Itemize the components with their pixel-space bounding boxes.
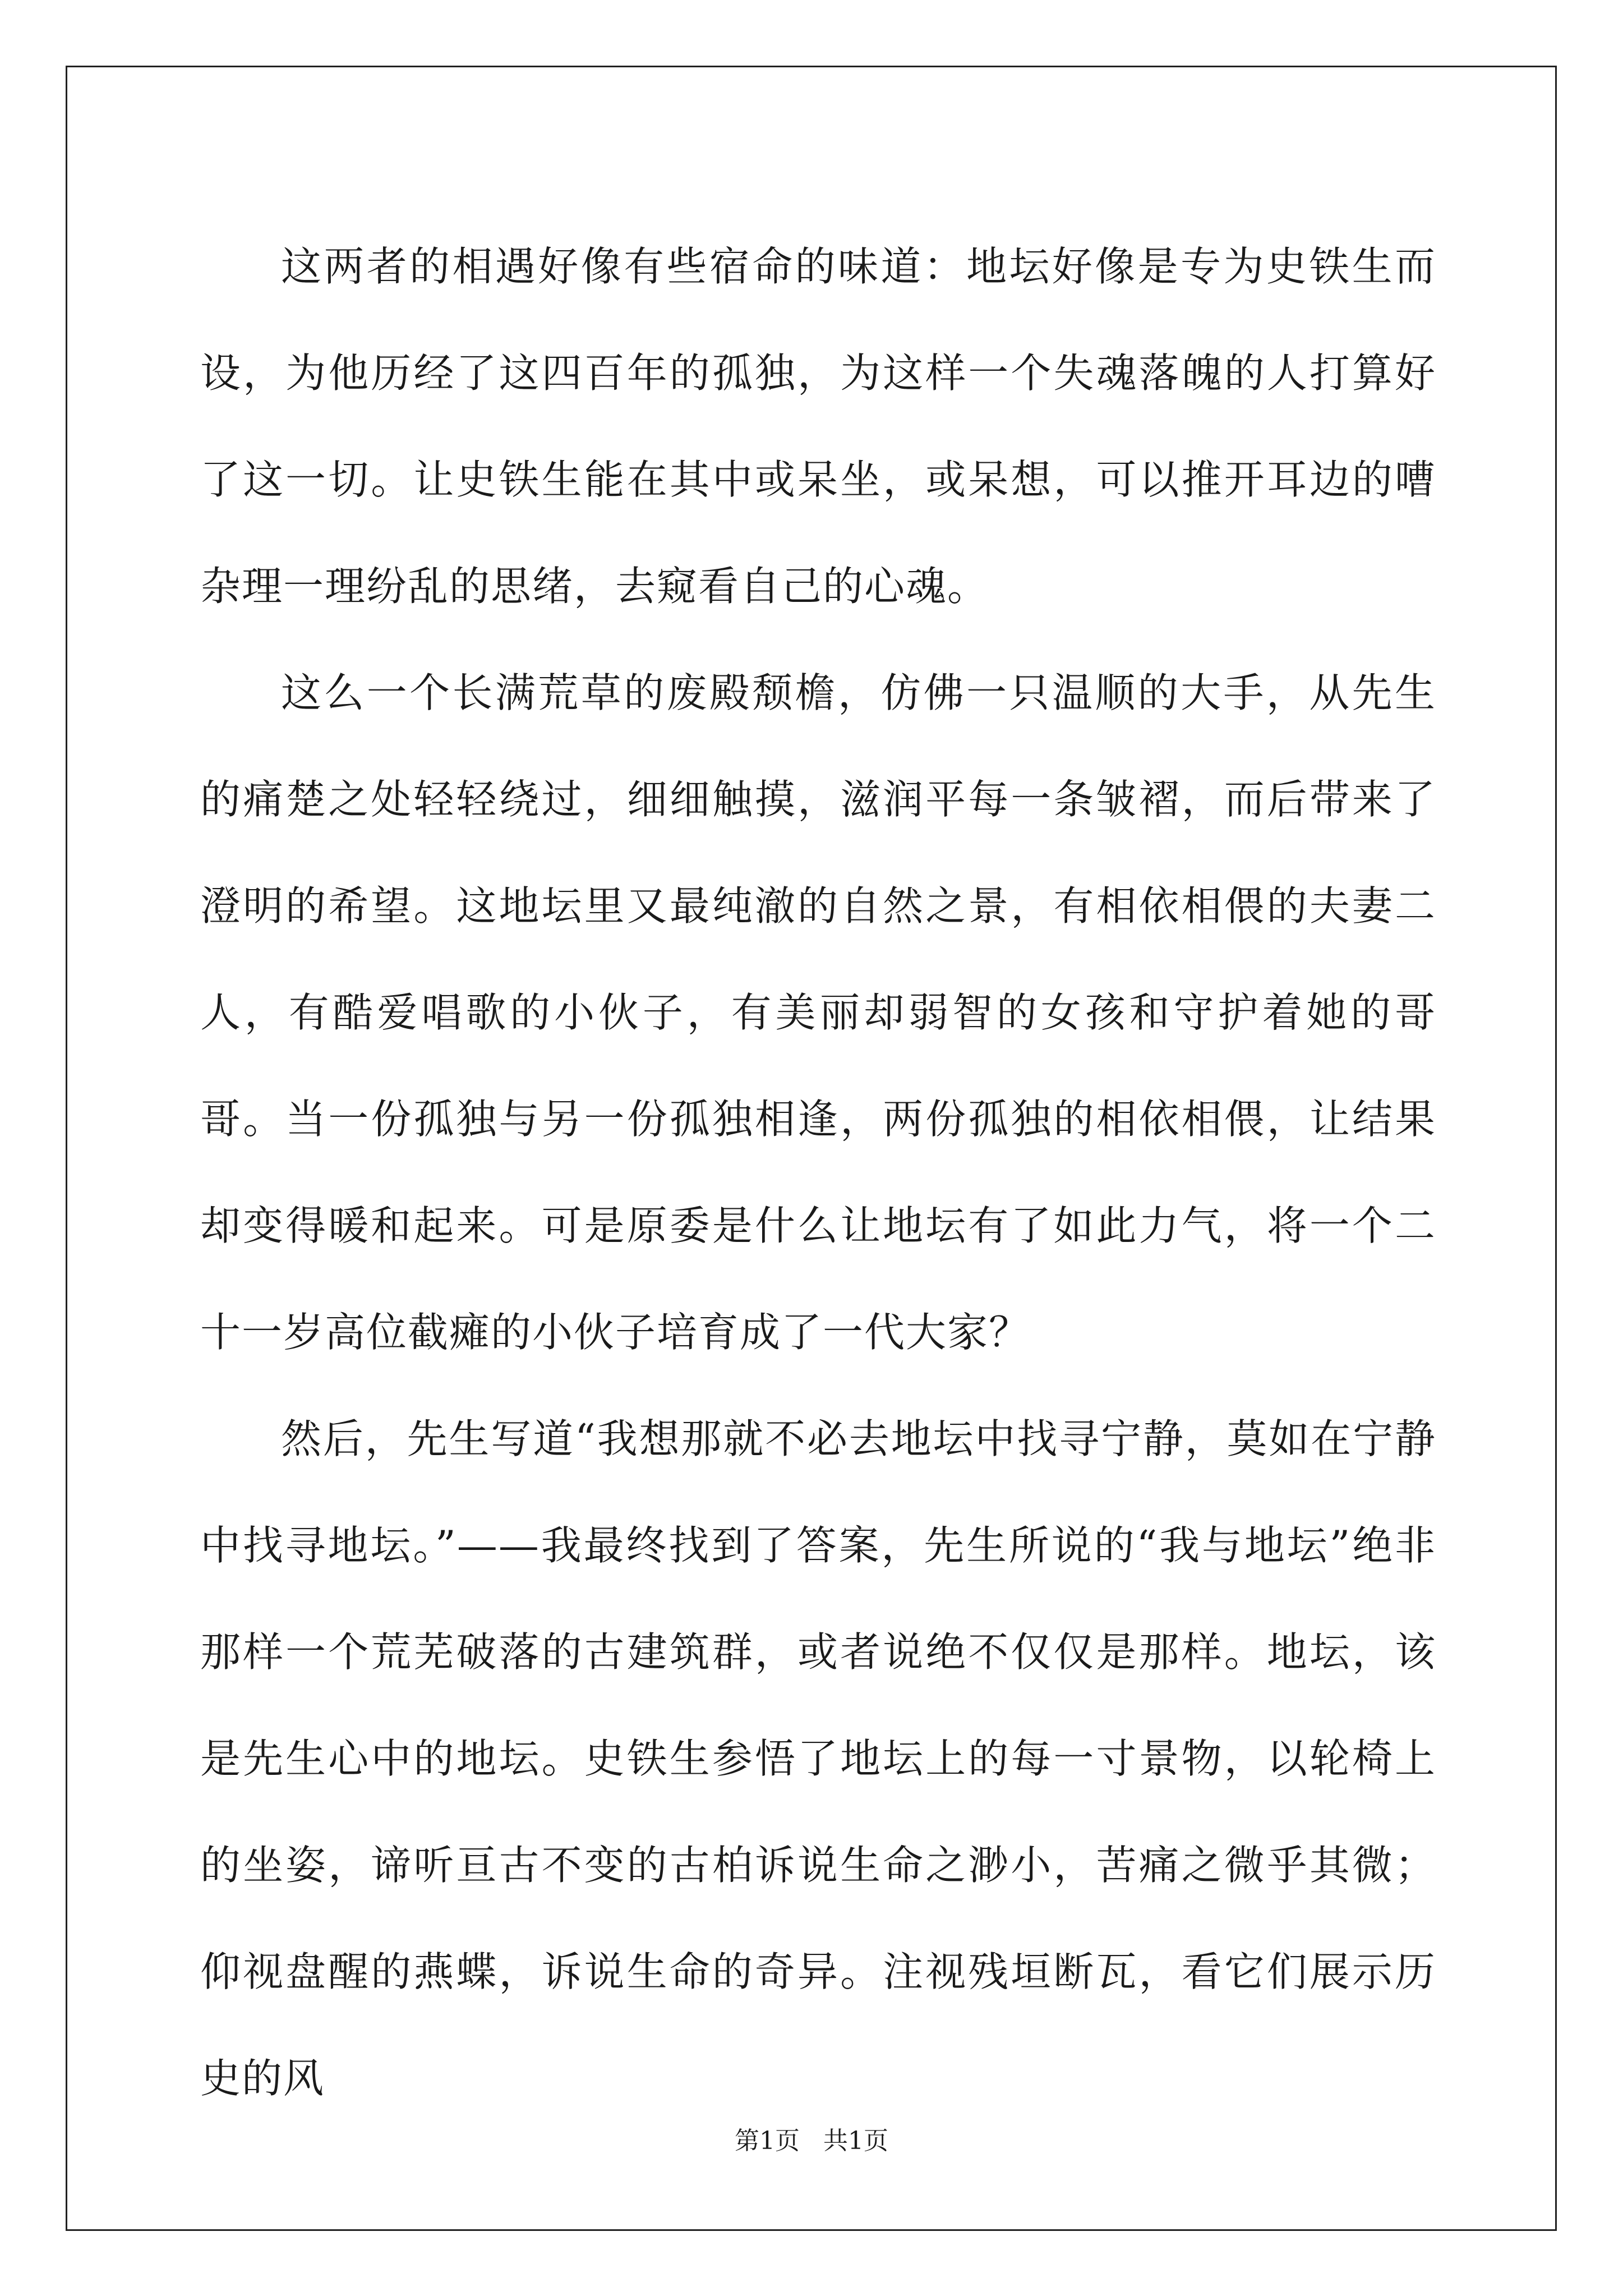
paragraph-1: 这两者的相遇好像有些宿命的味道：地坛好像是专为史铁生而设，为他历经了这四百年的孤独，为这样一个失魂落魄的人打算好了这一切。让史铁生能在其中或呆坐，或呆想，可以推开耳边的嘈杂理一理纷乱的思绪，去窥看自己的心魂。 [200, 243, 1436, 610]
document-body [200, 213, 1436, 2132]
paragraph-3: 然后，先生写道“我想那就不必去地坛中找寻宁静，莫如在宁静中找寻地坛。”——我最终找到了答案，先生所说的“我与地坛”绝非那样一个荒芜破落的古建筑群，或者说绝不仅仅是那样。地坛，该是先生心中的地坛。史铁生参悟了地坛上的每一寸景物，以轮椅上的坐姿，谛听亘古不变的古柏诉说生命之渺小，苦痛之微乎其微；仰视盘醒的燕蝶，诉说生命的奇异。注视残垣断瓦，看它们展示历史的风 [200, 1415, 1436, 2102]
paragraph-2: 这么一个长满荒草的废殿颓檐，仿佛一只温顺的大手，从先生的痛楚之处轻轻绕过，细细触摸，滋润平每一条皱褶，而后带来了澄明的希望。这地坛里又最纯澈的自然之景，有相依相偎的夫妻二人，有酷爱唱歌的小伙子，有美丽却弱智的女孩和守护着她的哥哥。当一份孤独与另一份孤独相逢，两份孤独的相依相偎，让结果却变得暖和起来。可是原委是什么让地坛有了如此力气，将一个二十一岁高位截瘫的小伙子培育成了一代大家？ [200, 669, 1436, 1356]
page-footer: 第1页 共1页 [735, 2127, 888, 2155]
